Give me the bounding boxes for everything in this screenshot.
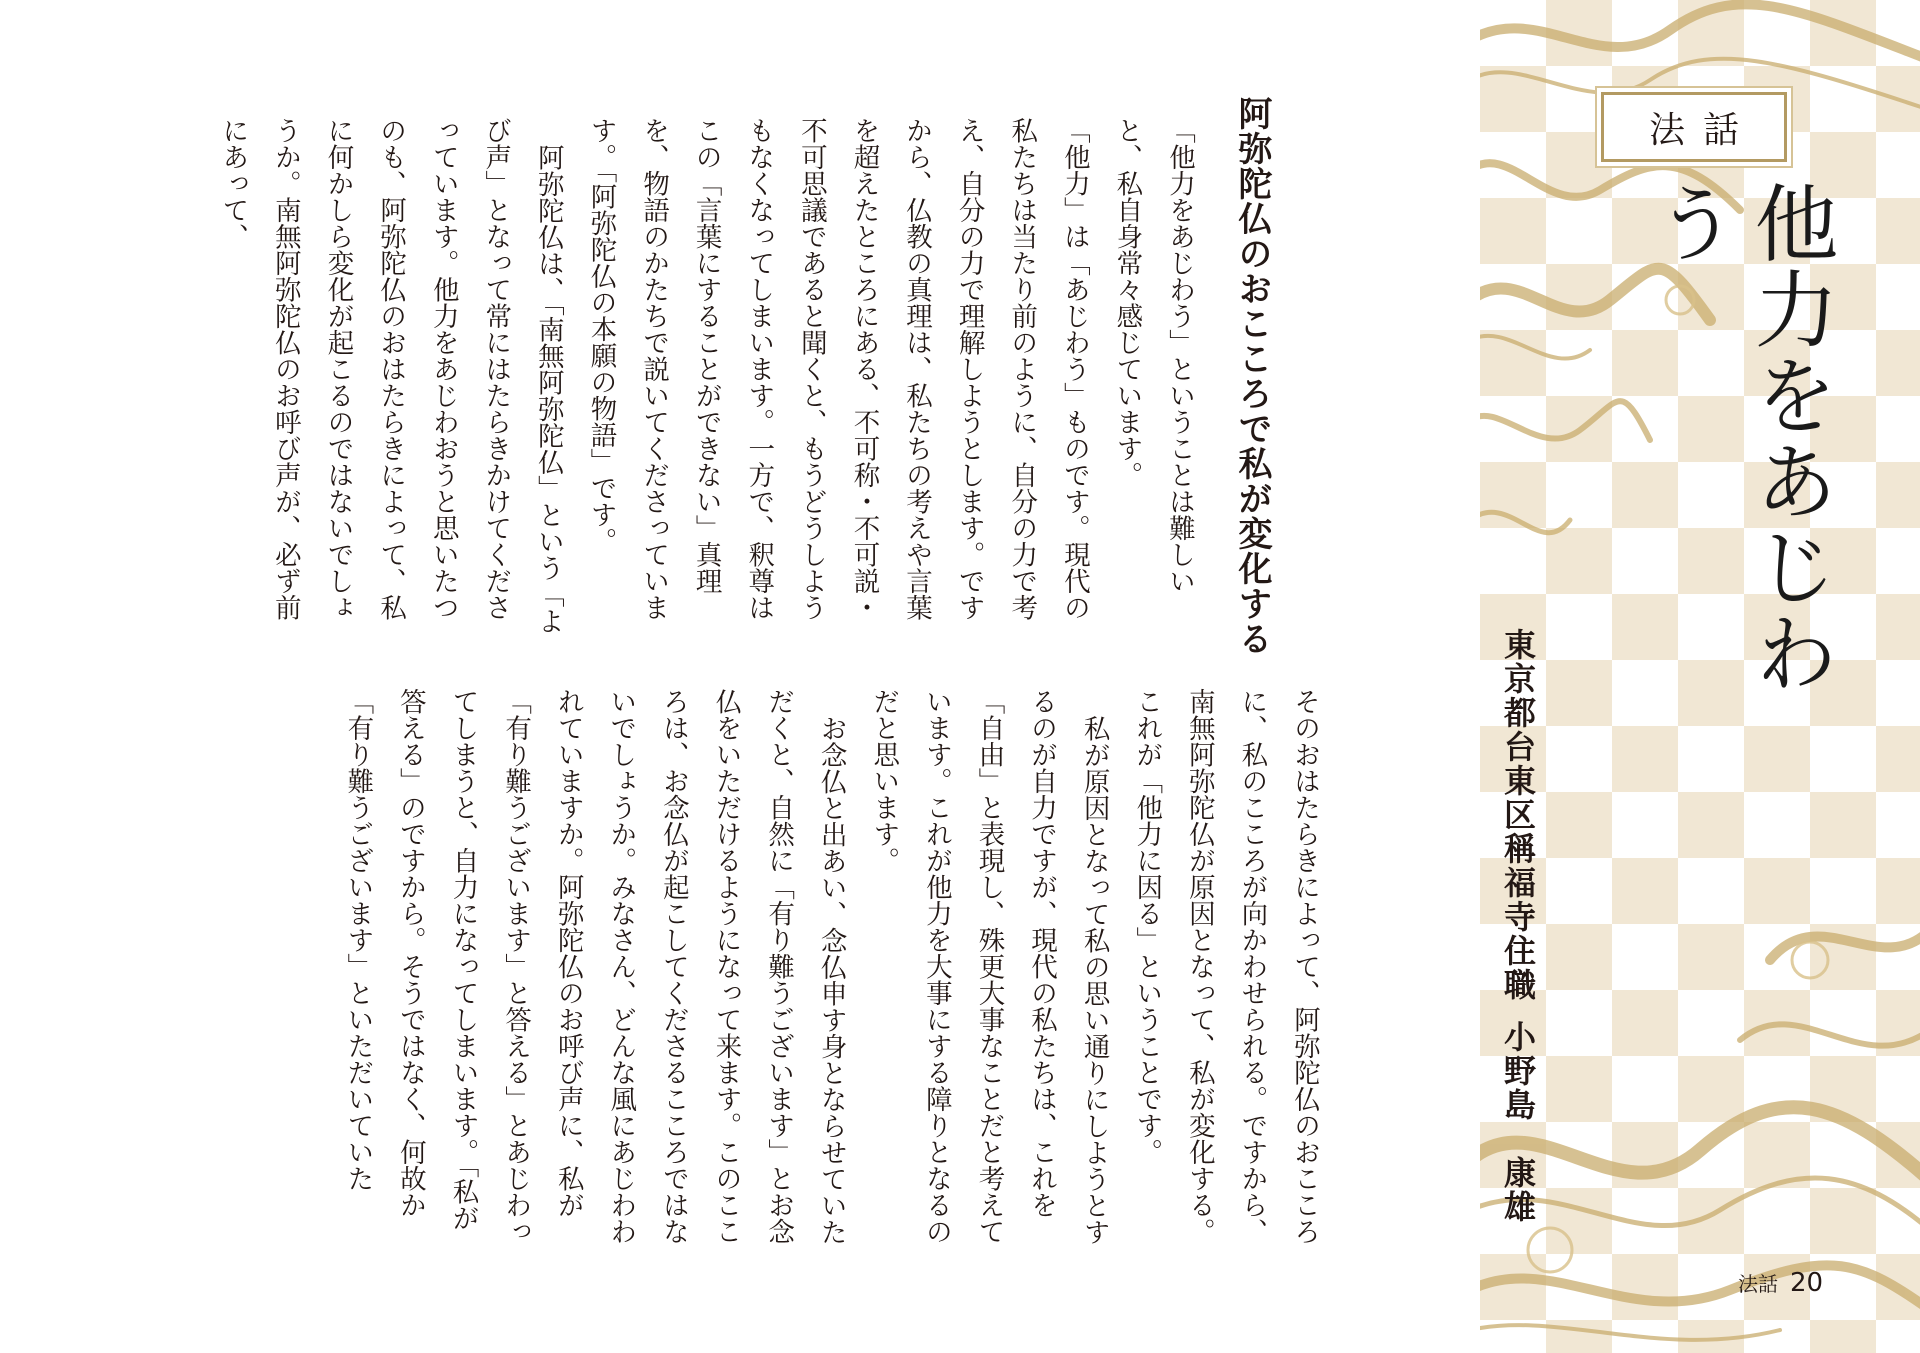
paragraph: そのおはたらきによって、阿弥陀仏のおこころに、私のこころが向かわせられる。ですから、南無阿弥陀仏が原因となって、私が変化する。これが「他力に因る」ということです。 bbox=[1131, 688, 1320, 1245]
paragraph: 私が原因となって私の思い通りにしようとするのが自力ですが、現代の私たちは、これを「自由」と表現し、殊更大事なことだと考えています。これが他力を大事にする障りとなるのだと思います。 bbox=[868, 688, 1110, 1245]
category-label-box bbox=[1601, 92, 1787, 162]
article-lower-block bbox=[170, 688, 1330, 1248]
author-name: 小野島 康雄 bbox=[1499, 1020, 1537, 1224]
category-label: 法話 bbox=[1648, 109, 1757, 151]
paragraph: 阿弥陀仏は、「南無阿弥陀仏」という「よび声」となって常にはたらきかけてくださっています。他力をあじわおうと思いたつのも、阿弥陀仏のおはたらきによって、私に何かしら変化が起こるのではないでしょうか。南無阿弥陀仏のお呼び声が、必ず前にあって、 bbox=[217, 117, 564, 634]
footer-section-label: 法話 bbox=[1738, 1272, 1778, 1296]
article-upper-block bbox=[170, 117, 1205, 637]
page-title: 他力をあじわう bbox=[1641, 180, 1839, 696]
paragraph: お念仏と出あい、念仏申す身とならせていただくと、自然に「有り難うございます」とお念仏をいただけるようになって来ます。このこころは、お念仏が起こしてくださるこころではないでしょうか。みなさん、どんな風にあじわわれていますか。阿弥陀仏のお呼び声に、私が「有り難うございます」と答える」とあじわってしまうと、自力になってしまいます。「私が答える」のですから。そうではなく、何故か「有り難うございます」といただいていた bbox=[342, 688, 847, 1245]
paragraph: 「他力」は「あじわう」ものです。現代の私たちは当たり前のように、自分の力で考え、自分の力で理解しようとします。ですから、仏教の真理は、私たちの考えや言葉を超えたところにある、不可称・不可説・不可思議であると聞くと、もうどうしようもなくなってしまいます。一方で、釈尊はこの「言葉にすることができない」真理を、物語のかたちで説いてくださっていま す。「阿弥陀仏の本願の物語」です。 bbox=[585, 117, 1090, 621]
page-footer bbox=[1738, 1268, 1823, 1298]
paragraph: 「他力をあじわう」ということは難しいと、私自身常々感じています。 bbox=[1111, 117, 1195, 594]
section-heading: 阿弥陀仏のおこころで私が変化する bbox=[1232, 96, 1272, 656]
author-affiliation: 東京都台東区稱福寺住職 bbox=[1499, 628, 1537, 1002]
page-number: 20 bbox=[1790, 1268, 1824, 1298]
